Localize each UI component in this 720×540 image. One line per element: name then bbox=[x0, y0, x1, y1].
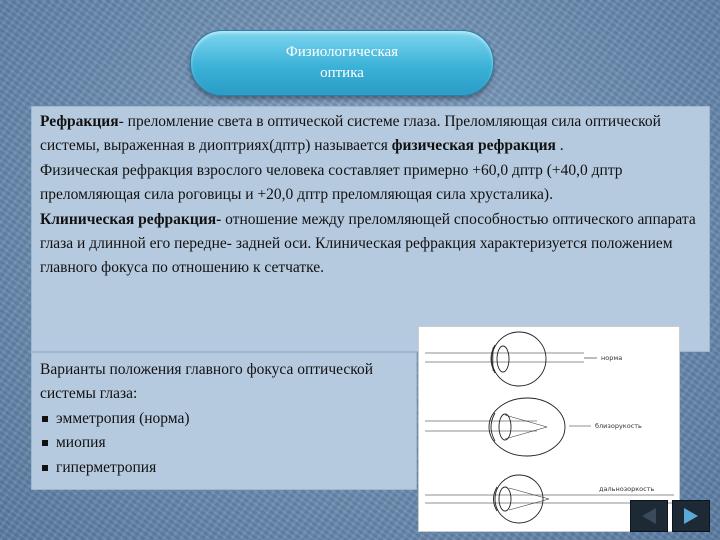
diagram-label-myopia: близорукость bbox=[595, 422, 642, 430]
clinical-refraction-definition bbox=[40, 208, 702, 281]
term-physical-refraction: физическая рефракция bbox=[391, 137, 556, 155]
variant-label: миопия bbox=[56, 434, 106, 452]
bullet-icon bbox=[42, 440, 48, 446]
refraction-definition bbox=[40, 110, 702, 159]
variants-intro: Варианты положения главного фокуса оптической системы глаза: bbox=[40, 361, 374, 403]
variant-label: эмметропия (норма) bbox=[56, 409, 190, 427]
term-refraction: Рефракция bbox=[40, 113, 119, 130]
list-item bbox=[40, 407, 410, 431]
list-item bbox=[40, 431, 410, 455]
term-clinical-refraction: Клиническая рефракция- bbox=[40, 210, 222, 228]
clinical-refraction-text: отношение между преломляющей способностью оптического аппарата глаза и длинной его передне- задней оси. Клиническая рефракция характеризуется положением главного фокуса по отношению к сетчатке. bbox=[40, 210, 696, 277]
physical-refraction-value: Физическая рефракция взрослого человека составляет примерно +60,0 дптр (+40,0 дптр преломляющая сила роговицы и +20,0 дптр преломляющая сила хрусталика). bbox=[40, 161, 623, 204]
prev-slide-button[interactable] bbox=[630, 500, 668, 532]
variants-text bbox=[40, 358, 410, 480]
list-item bbox=[40, 456, 410, 480]
diagram-label-normal: норма bbox=[601, 354, 623, 362]
prev-arrow-icon bbox=[638, 506, 660, 526]
refraction-text: - преломление света в оптической системе глаза. Преломляющая сила оптической системы, выраженная в диоптриях(дптр) называется bbox=[40, 113, 661, 155]
slide-title bbox=[190, 30, 494, 96]
variant-label: гиперметропия bbox=[56, 458, 157, 476]
main-text bbox=[40, 110, 702, 281]
next-arrow-icon bbox=[680, 506, 702, 526]
slide-title-line1: Физиологическая bbox=[285, 44, 399, 60]
next-slide-button[interactable] bbox=[672, 500, 710, 532]
eye-myopia bbox=[425, 398, 591, 456]
refraction-text-end: . bbox=[555, 137, 564, 155]
slide-title-line2: оптика bbox=[320, 65, 364, 81]
bullet-icon bbox=[42, 416, 48, 422]
bullet-icon bbox=[42, 465, 48, 471]
eye-normal bbox=[425, 332, 597, 386]
diagram-label-hyperopia: дальнозоркость bbox=[599, 485, 655, 493]
